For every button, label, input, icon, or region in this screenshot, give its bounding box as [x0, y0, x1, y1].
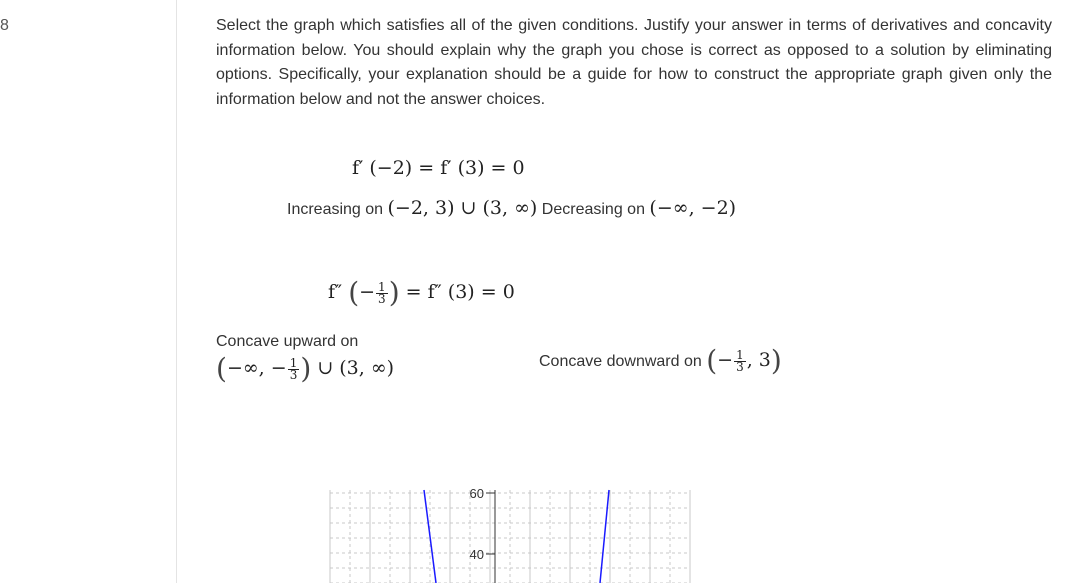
- fraction-one-third: [376, 279, 388, 306]
- decreasing-label: Decreasing on: [541, 201, 645, 218]
- increasing-interval: (−2, 3) ∪ (3, ∞): [387, 197, 538, 219]
- y-tick-label-60: 60: [469, 486, 484, 501]
- graph-svg: [326, 484, 696, 583]
- open-paren: (: [706, 344, 718, 377]
- second-derivative-rhs: = f″ (3) = 0: [405, 281, 515, 303]
- fraction-one-third: [288, 355, 300, 382]
- decreasing-interval: (−∞, −2): [649, 197, 737, 219]
- fraction-one-third: [734, 347, 746, 374]
- close-paren: ): [388, 276, 400, 309]
- question-prompt: Select the graph which satisfies all of the given conditions. Justify your answer in terms of derivatives and concavity information below. You should explain why the graph you chose is correct as opposed to a solution by eliminating options. Specifically, your explanation should be a guide for how to construct the appropriate graph given only the information below and not the answer choices.: [216, 17, 1052, 108]
- first-derivative-equation: f′ (−2) = f′ (3) = 0: [352, 157, 525, 179]
- question-number: 8: [0, 17, 9, 34]
- concave-up-interval: (−∞, − $\frac{1}{3}$ ) ∪ (3, ∞): [216, 352, 395, 385]
- concave-up-label: Concave upward on: [216, 333, 359, 350]
- fraction-denominator: 3: [289, 367, 298, 382]
- fraction-denominator: 3: [736, 359, 744, 374]
- fraction-numerator: 1: [378, 279, 386, 294]
- open-paren: (: [348, 276, 360, 309]
- column-divider: [176, 0, 177, 583]
- close-paren: ): [300, 352, 312, 385]
- concave-down-label: Concave downward on: [539, 353, 702, 370]
- concave-up-interval-tail: ∪ (3, ∞): [317, 357, 395, 379]
- concave-down: [539, 344, 782, 377]
- second-derivative-lhs: f″: [328, 281, 343, 303]
- y-tick-label-40: 40: [469, 547, 484, 562]
- second-derivative-equation: f″ (− $\frac{1}{3}$ ) = f″ (3) = 0: [328, 276, 515, 309]
- fraction-denominator: 3: [378, 291, 386, 306]
- fraction-numerator: 1: [289, 355, 298, 370]
- concave-down-interval: (− $\frac{1}{3}$ , 3): [706, 344, 782, 377]
- increasing-label: Increasing on: [287, 201, 384, 218]
- graph-preview: [326, 484, 696, 583]
- monotonic-intervals: [287, 197, 736, 219]
- open-paren: (: [216, 352, 227, 385]
- fraction-numerator: 1: [736, 347, 744, 362]
- close-paren: ): [770, 344, 782, 377]
